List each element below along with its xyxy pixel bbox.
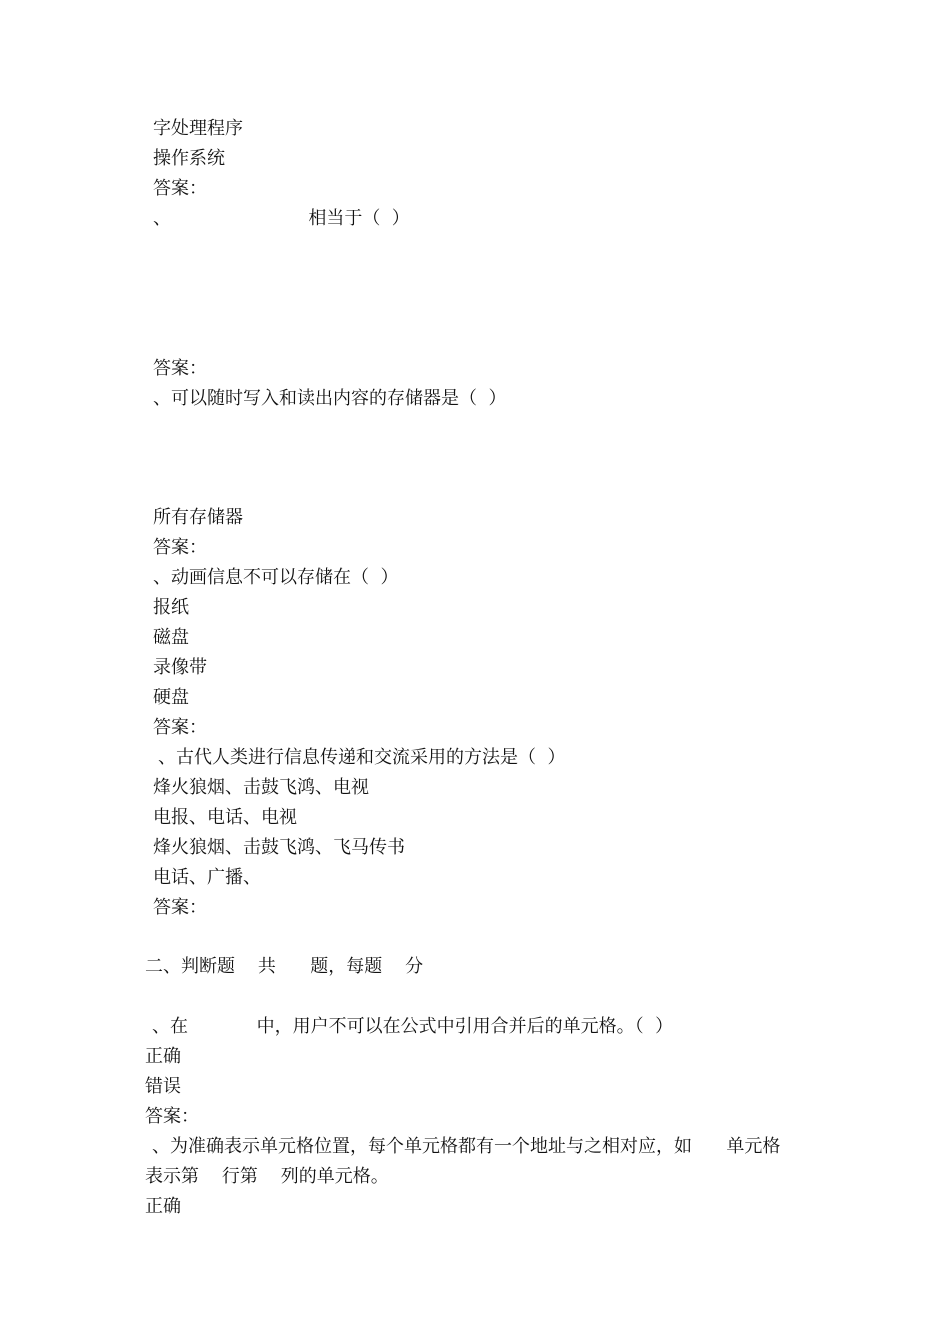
question-text: 、为准确表示单元格位置，每个单元格都有一个地址与之相对应，如 单元格 [152,1136,781,1157]
option-text: 磁盘 [153,627,189,648]
question-text: 、动画信息不可以存储在（ ） [153,567,399,588]
option-text: 错误 [145,1076,181,1097]
option-text: 操作系统 [153,148,225,169]
option-text: 所有存储器 [153,507,243,528]
option-text: 电话、广播、 [153,867,261,888]
answer-label: 答案： [145,1106,199,1127]
question-text: 、在 中，用户不可以在公式中引用合并后的单元格。（ ） [152,1016,674,1037]
section-heading: 二、判断题 共 题，每题 分 [145,956,424,977]
question-text: 、 相当于（ ） [153,208,410,229]
option-text: 电报、电话、电视 [153,807,297,828]
option-text: 录像带 [153,657,207,678]
option-text: 字处理程序 [153,118,243,139]
answer-label: 答案： [153,897,207,918]
answer-label: 答案： [153,178,207,199]
option-text: 正确 [145,1196,181,1217]
answer-label: 答案： [153,358,207,379]
answer-label: 答案： [153,717,207,738]
option-text: 烽火狼烟、击鼓飞鸿、飞马传书 [153,837,405,858]
answer-label: 答案： [153,537,207,558]
question-text-continued: 表示第 行第 列的单元格。 [145,1166,389,1187]
option-text: 正确 [145,1046,181,1067]
question-text: 、可以随时写入和读出内容的存储器是（ ） [153,388,507,409]
option-text: 烽火狼烟、击鼓飞鸿、电视 [153,777,369,798]
option-text: 报纸 [153,597,189,618]
option-text: 硬盘 [153,687,189,708]
question-text: 、古代人类进行信息传递和交流采用的方法是（ ） [158,747,566,768]
